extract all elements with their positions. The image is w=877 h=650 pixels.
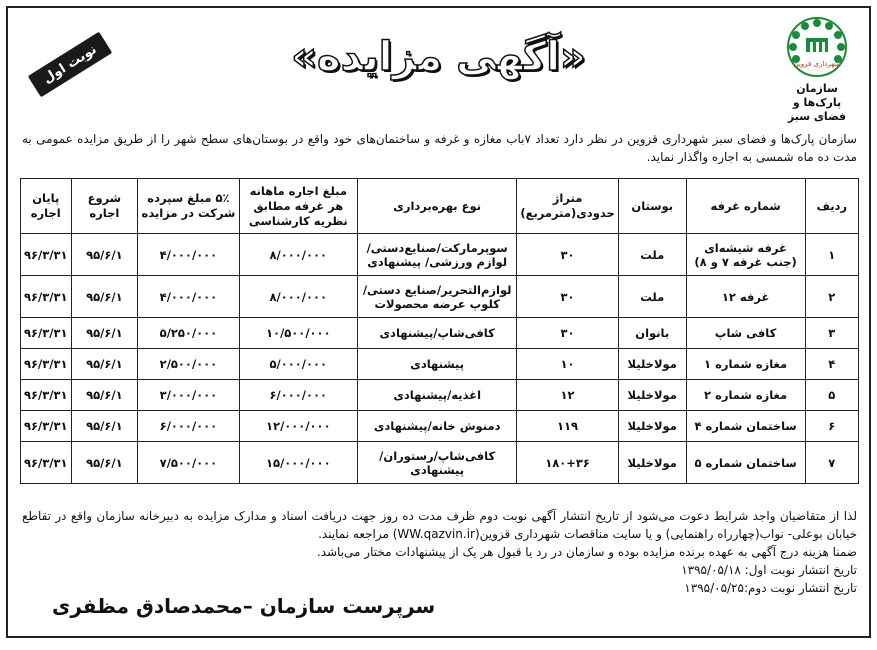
cell-area: ۳۰ bbox=[517, 318, 618, 349]
cell-rent: ۸/۰۰۰/۰۰۰ bbox=[239, 276, 357, 318]
cell-start: ۹۵/۶/۱ bbox=[71, 442, 138, 484]
cell-park: ملت bbox=[618, 234, 686, 276]
organization-name-line1: سازمان پارک‌ها و bbox=[792, 82, 842, 109]
cell-start: ۹۵/۶/۱ bbox=[71, 380, 138, 411]
cell-usage: کافی‌شاپ/رستوران/ پیشنهادی bbox=[358, 442, 517, 484]
cell-rent: ۸/۰۰۰/۰۰۰ bbox=[239, 234, 357, 276]
first-publication-date: تاریخ انتشار نوبت اول: ۱۳۹۵/۰۵/۱۸ bbox=[681, 563, 857, 577]
cell-rent: ۱۲/۰۰۰/۰۰۰ bbox=[239, 411, 357, 442]
table-row bbox=[21, 349, 859, 380]
publication-dates bbox=[22, 561, 857, 597]
cell-area: ۱۲ bbox=[517, 380, 618, 411]
cell-park: مولاخلیلا bbox=[618, 442, 686, 484]
cell-usage: اغذیه/پیشنهادی bbox=[358, 380, 517, 411]
col-header-end: پایان اجاره bbox=[21, 179, 72, 234]
cell-booth: غرفه ۱۲ bbox=[686, 276, 805, 318]
cell-start: ۹۵/۶/۱ bbox=[71, 411, 138, 442]
signature: سرپرست سازمان –محمدصادق مظفری bbox=[52, 594, 436, 618]
cell-usage: کافی‌شاپ/پیشنهادی bbox=[358, 318, 517, 349]
col-header-rent: مبلغ اجاره ماهانه هر غرفه مطابق نظریه کارشناسی bbox=[239, 179, 357, 234]
cell-end: ۹۶/۳/۳۱ bbox=[21, 411, 72, 442]
cell-row: ۱ bbox=[805, 234, 858, 276]
cell-deposit: ۶/۰۰۰/۰۰۰ bbox=[138, 411, 239, 442]
cell-deposit: ۳/۰۰۰/۰۰۰ bbox=[138, 380, 239, 411]
cell-end: ۹۶/۳/۳۱ bbox=[21, 349, 72, 380]
table-row bbox=[21, 276, 859, 318]
notice-footer bbox=[22, 507, 857, 597]
cell-start: ۹۵/۶/۱ bbox=[71, 318, 138, 349]
cell-area: ۳۰ bbox=[517, 234, 618, 276]
cell-park: مولاخلیلا bbox=[618, 411, 686, 442]
cell-area: ۱۱۹ bbox=[517, 411, 618, 442]
col-header-area: متراژ حدودی(مترمربع) bbox=[517, 179, 618, 234]
col-header-booth: شماره غرفه bbox=[686, 179, 805, 234]
cell-area: ۱۰ bbox=[517, 349, 618, 380]
cell-deposit: ۵/۲۵۰/۰۰۰ bbox=[138, 318, 239, 349]
col-header-start: شروع اجاره bbox=[71, 179, 138, 234]
cell-end: ۹۶/۳/۳۱ bbox=[21, 318, 72, 349]
instructions-paragraph: لذا از متقاضیان واجد شرایط دعوت می‌شود از تاریخ انتشار آگهی نوبت دوم ظرف مدت ده روز جهت دریافت اسناد و مدارک مزایده به دبیرخانه سازمان واقع در تقاطع خیابان بوعلی- نواب(چهارراه راهنمایی) و یا سایت مناقصات شهرداری قزوین(WW.qazvin.ir) مراجعه نمایند. bbox=[22, 509, 857, 541]
cell-park: مولاخلیلا bbox=[618, 380, 686, 411]
col-header-deposit: ۵٪ مبلغ سپرده شرکت در مزایده bbox=[138, 179, 239, 234]
notice-header bbox=[8, 8, 869, 126]
cell-usage: دمنوش خانه/پیشنهادی bbox=[358, 411, 517, 442]
cell-end: ۹۶/۳/۳۱ bbox=[21, 380, 72, 411]
first-round-badge: نوبت اول bbox=[28, 32, 113, 98]
cell-row: ۵ bbox=[805, 380, 858, 411]
cell-usage: پیشنهادی bbox=[358, 349, 517, 380]
table-row bbox=[21, 318, 859, 349]
organization-name-line2: فضای سبز bbox=[787, 110, 847, 123]
cell-area: ۳۰ bbox=[517, 276, 618, 318]
organization-name bbox=[777, 82, 857, 124]
cell-row: ۳ bbox=[805, 318, 858, 349]
cell-end: ۹۶/۳/۳۱ bbox=[21, 442, 72, 484]
logo-caption: شهرداری قزوین bbox=[793, 60, 841, 68]
auction-notice bbox=[6, 6, 871, 638]
cell-booth: ساختمان شماره ۵ bbox=[686, 442, 805, 484]
cell-rent: ۱۵/۰۰۰/۰۰۰ bbox=[239, 442, 357, 484]
table-row bbox=[21, 442, 859, 484]
fee-paragraph: ضمنا هزینه درج آگهی به عهده برنده مزایده بوده و سازمان در رد یا قبول هر یک از پیشنهادات مختار می‌باشد. bbox=[316, 545, 857, 559]
cell-start: ۹۵/۶/۱ bbox=[71, 276, 138, 318]
cell-deposit: ۷/۵۰۰/۰۰۰ bbox=[138, 442, 239, 484]
cell-end: ۹۶/۳/۳۱ bbox=[21, 276, 72, 318]
cell-booth: مغازه شماره ۱ bbox=[686, 349, 805, 380]
table-row bbox=[21, 234, 859, 276]
cell-booth: کافی شاپ bbox=[686, 318, 805, 349]
cell-booth: ساختمان شماره ۴ bbox=[686, 411, 805, 442]
cell-rent: ۵/۰۰۰/۰۰۰ bbox=[239, 349, 357, 380]
cell-row: ۶ bbox=[805, 411, 858, 442]
cell-start: ۹۵/۶/۱ bbox=[71, 349, 138, 380]
notice-title: «آگهی مزایده» bbox=[291, 34, 586, 80]
cell-row: ۷ bbox=[805, 442, 858, 484]
cell-deposit: ۲/۵۰۰/۰۰۰ bbox=[138, 349, 239, 380]
second-publication-date: تاریخ انتشار نوبت دوم:۱۳۹۵/۰۵/۲۵ bbox=[684, 581, 857, 595]
table-header-row bbox=[21, 179, 859, 234]
col-header-park: بوستان bbox=[618, 179, 686, 234]
col-header-row: ردیف bbox=[805, 179, 858, 234]
intro-paragraph: سازمان پارک‌ها و فضای سبز شهرداری قزوین در نظر دارد تعداد ۷باب مغازه و غرفه و ساختمان‌های خود واقع در بوستان‌های سطح شهر را از طریق مزایده عمومی به مدت ده ماه شمسی به اجاره واگذار نماید. bbox=[22, 132, 857, 164]
table-row bbox=[21, 411, 859, 442]
cell-park: ملت bbox=[618, 276, 686, 318]
cell-booth: غرفه شیشه‌ای (جنب غرفه ۷ و ۸) bbox=[686, 234, 805, 276]
cell-area: ۱۸۰+۳۶ bbox=[517, 442, 618, 484]
cell-park: مولاخلیلا bbox=[618, 349, 686, 380]
cell-booth: مغازه شماره ۲ bbox=[686, 380, 805, 411]
cell-rent: ۶/۰۰۰/۰۰۰ bbox=[239, 380, 357, 411]
cell-deposit: ۴/۰۰۰/۰۰۰ bbox=[138, 276, 239, 318]
table-row bbox=[21, 380, 859, 411]
cell-rent: ۱۰/۵۰۰/۰۰۰ bbox=[239, 318, 357, 349]
auction-table bbox=[20, 178, 859, 484]
cell-usage: سوپرمارکت/صنایع‌دستی/ لوازم ورزشی/ پیشنهادی bbox=[358, 234, 517, 276]
cell-row: ۲ bbox=[805, 276, 858, 318]
col-header-usage: نوع بهره‌برداری bbox=[358, 179, 517, 234]
cell-park: بانوان bbox=[618, 318, 686, 349]
cell-usage: لوازم‌التحریر/صنایع دستی/ کلوپ عرضه محصولات bbox=[358, 276, 517, 318]
cell-row: ۴ bbox=[805, 349, 858, 380]
cell-end: ۹۶/۳/۳۱ bbox=[21, 234, 72, 276]
cell-start: ۹۵/۶/۱ bbox=[71, 234, 138, 276]
cell-deposit: ۴/۰۰۰/۰۰۰ bbox=[138, 234, 239, 276]
